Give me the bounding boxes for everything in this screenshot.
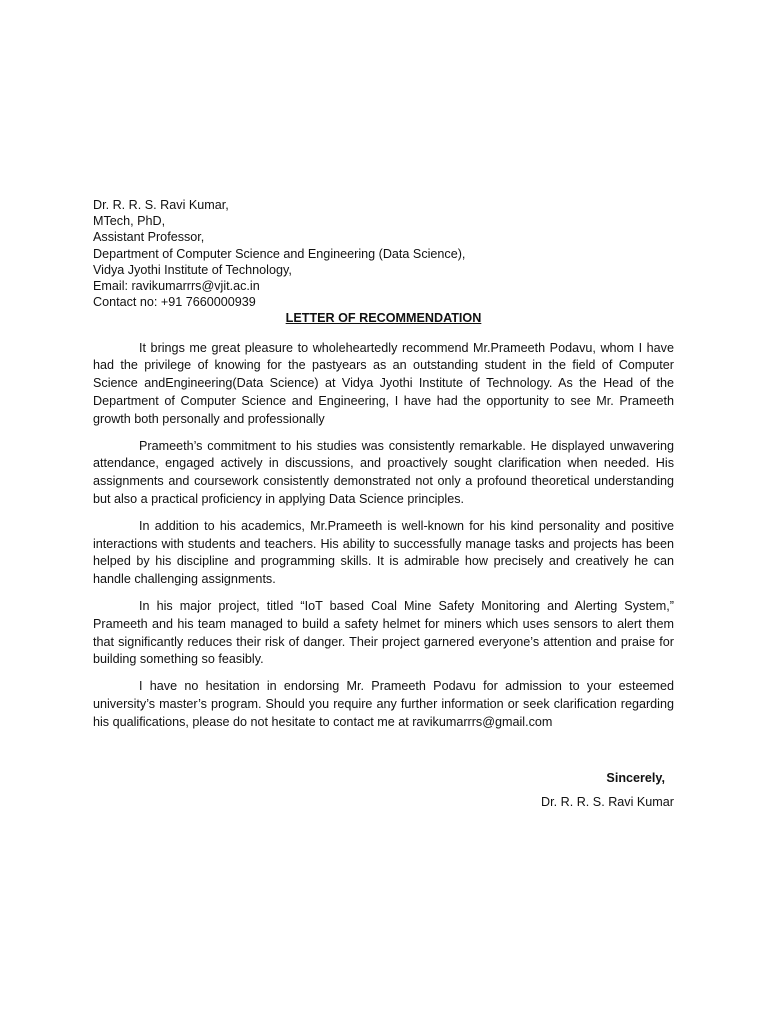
letter-title: LETTER OF RECOMMENDATION bbox=[285, 311, 482, 326]
sender-email: Email: ravikumarrrs@vjit.ac.in bbox=[93, 279, 260, 294]
sender-department: Department of Computer Science and Engineering (Data Science), bbox=[93, 246, 466, 261]
body-paragraph-commitment: Prameeth’s commitment to his studies was consistently remarkable. He displayed unwavering attendance, engaged actively in discussions, and proactively sought clarification when needed. His assignments and coursework consistently demonstrated not only a profound theoretical understanding but also a practical proficiency in applying Data Science principles. bbox=[93, 438, 674, 506]
body-paragraph-introduction: It brings me great pleasure to wholeheartedly recommend Mr.Prameeth Podavu, whom I have had the privilege of knowing for the pastyears as an outstanding student in the field of Computer Science andEngineering(Data Science) at Vidya Jyothi Institute of Technology. As the Head of the Department of Computer Science and Engineering, I have had the opportunity to see Mr. Prameeth growth both personally and professionally bbox=[93, 340, 674, 426]
sender-degrees: MTech, PhD, bbox=[93, 214, 166, 229]
sender-institute: Vidya Jyothi Institute of Technology, bbox=[93, 262, 292, 277]
sender-contact: Contact no: +91 7660000939 bbox=[93, 295, 256, 310]
body-paragraph-project: In his major project, titled “IoT based Coal Mine Safety Monitoring and Alerting System,” Prameeth and his team managed to build a safety helmet for miners which uses sensors to alert them that significantly reduces their risk of danger. Their project garnered everyone’s attention and praise for building something so feasibly. bbox=[93, 598, 674, 667]
sender-name: Dr. R. R. S. Ravi Kumar, bbox=[93, 198, 229, 212]
body-paragraph-personality: In addition to his academics, Mr.Prameeth is well-known for his kind personality and positive interactions with students and teachers. His ability to successfully manage tasks and projects has been helped by his discipline and programming skills. It is admirable how precisely and creatively he can handle challenging assignments. bbox=[93, 518, 674, 587]
recommendation-letter bbox=[93, 197, 674, 810]
signature-name: Dr. R. R. S. Ravi Kumar bbox=[541, 794, 674, 809]
sender-position: Assistant Professor, bbox=[93, 230, 205, 245]
body-paragraph-endorsement: I have no hesitation in endorsing Mr. Prameeth Podavu for admission to your esteemed university’s master’s program. Should you require any further information or seek clarification regarding his qualifications, please do not hesitate to contact me at ravikumarrrs@gmail.com bbox=[93, 679, 674, 729]
closing-block bbox=[93, 770, 674, 810]
sign-off: Sincerely, bbox=[606, 770, 665, 785]
sender-address-block bbox=[93, 197, 674, 310]
